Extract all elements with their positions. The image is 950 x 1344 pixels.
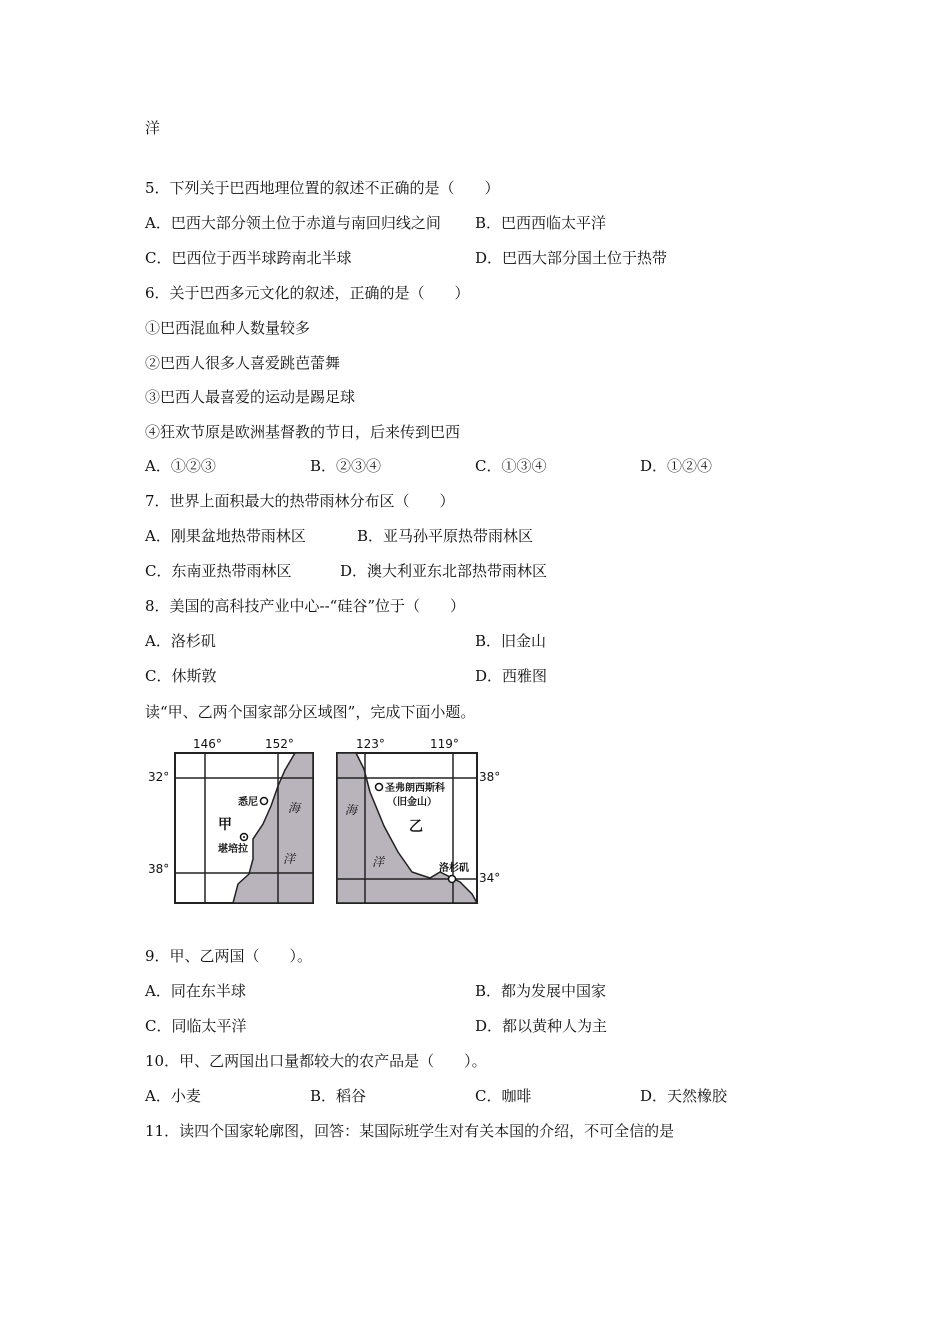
map-jia-lon-left: 146°: [193, 737, 222, 751]
q8-option-c[interactable]: C．休斯敦: [145, 667, 217, 685]
map-yi-city2-marker: [449, 876, 456, 883]
map-jia-sea2: 洋: [283, 852, 296, 866]
q6-statement-3: ③巴西人最喜爱的运动是踢足球: [145, 388, 356, 406]
map-jia-sea1: 海: [288, 801, 301, 815]
map-yi-lat-bottom: 34°: [479, 871, 501, 885]
q9-option-a[interactable]: A．同在东半球: [145, 982, 246, 1000]
q6-stem: 6．关于巴西多元文化的叙述，正确的是（ ）: [145, 284, 470, 302]
q7-option-d[interactable]: D．澳大利亚东北部热带雨林区: [340, 562, 548, 580]
map-yi-city1-alt: （旧金山）: [387, 797, 437, 808]
q10-option-d[interactable]: D．天然橡胶: [640, 1087, 728, 1105]
map-yi-lon-right: 119°: [430, 737, 459, 751]
q10-option-c[interactable]: C．咖啡: [475, 1087, 532, 1105]
q8-option-a[interactable]: A．洛杉矶: [145, 632, 216, 650]
q6-option-b[interactable]: B．②③④: [310, 457, 382, 475]
q5-stem: 5．下列关于巴西地理位置的叙述不正确的是（ ）: [145, 179, 500, 197]
map-yi-country: 乙: [409, 819, 423, 835]
map-jia-city2: 堪培拉: [218, 844, 248, 855]
map-yi-lat-top: 38°: [479, 770, 501, 784]
map-jia-country: 甲: [218, 817, 232, 833]
map-jia-city1: 悉尼: [238, 797, 258, 808]
q6-option-a[interactable]: A．①②③: [145, 457, 216, 475]
map-yi-city1: 圣弗朗西斯科: [385, 783, 445, 794]
map-yi-city2: 洛杉矶: [439, 863, 469, 874]
q10-option-b[interactable]: B．稻谷: [310, 1087, 367, 1105]
q6-option-d[interactable]: D．①②④: [640, 457, 713, 475]
q9-option-b[interactable]: B．都为发展中国家: [475, 982, 607, 1000]
map-yi-sea1: 海: [345, 803, 358, 817]
q7-option-c[interactable]: C．东南亚热带雨林区: [145, 562, 292, 580]
map-jia-lon-right: 152°: [265, 737, 294, 751]
q5-option-a[interactable]: A．巴西大部分领土位于赤道与南回归线之间: [145, 214, 441, 232]
map-yi: [332, 734, 507, 909]
top-fragment: 洋: [145, 119, 161, 137]
reading-intro: 读“甲、乙两个国家部分区域图”，完成下面小题。: [145, 703, 476, 721]
q6-statement-4: ④狂欢节原是欧洲基督教的节日，后来传到巴西: [145, 423, 461, 441]
map-yi-sea2: 洋: [372, 855, 385, 869]
q6-statement-2: ②巴西人很多人喜爱跳芭蕾舞: [145, 354, 341, 372]
map-jia: [145, 734, 320, 909]
q5-option-c[interactable]: C．巴西位于西半球跨南北半球: [145, 249, 352, 267]
q7-stem: 7．世界上面积最大的热带雨林分布区（ ）: [145, 492, 455, 510]
map-jia-lat-top: 32°: [148, 770, 170, 784]
q7-option-a[interactable]: A．刚果盆地热带雨林区: [145, 527, 306, 545]
map-yi-city1-marker: [376, 784, 383, 791]
q7-option-b[interactable]: B．亚马孙平原热带雨林区: [357, 527, 534, 545]
q8-option-b[interactable]: B．旧金山: [475, 632, 547, 650]
q8-stem: 8．美国的高科技产业中心--“硅谷”位于（ ）: [145, 597, 466, 615]
q9-stem: 9．甲、乙两国（ ）。: [145, 947, 313, 965]
map-jia-city1-marker: [261, 798, 268, 805]
map-jia-lat-bottom: 38°: [148, 862, 170, 876]
q9-option-d[interactable]: D．都以黄种人为主: [475, 1017, 608, 1035]
q8-option-d[interactable]: D．西雅图: [475, 667, 548, 685]
q10-option-a[interactable]: A．小麦: [145, 1087, 201, 1105]
q5-option-b[interactable]: B．巴西西临太平洋: [475, 214, 607, 232]
q10-stem: 10．甲、乙两国出口量都较大的农产品是（ ）。: [145, 1052, 487, 1070]
q6-statement-1: ①巴西混血种人数量较多: [145, 319, 311, 337]
map-yi-lon-left: 123°: [356, 737, 385, 751]
q9-option-c[interactable]: C．同临太平洋: [145, 1017, 247, 1035]
q11-stem: 11．读四个国家轮廓图，回答：某国际班学生对有关本国的介绍，不可全信的是: [145, 1122, 675, 1140]
q5-option-d[interactable]: D．巴西大部分国土位于热带: [475, 249, 668, 267]
q6-option-c[interactable]: C．①③④: [475, 457, 547, 475]
